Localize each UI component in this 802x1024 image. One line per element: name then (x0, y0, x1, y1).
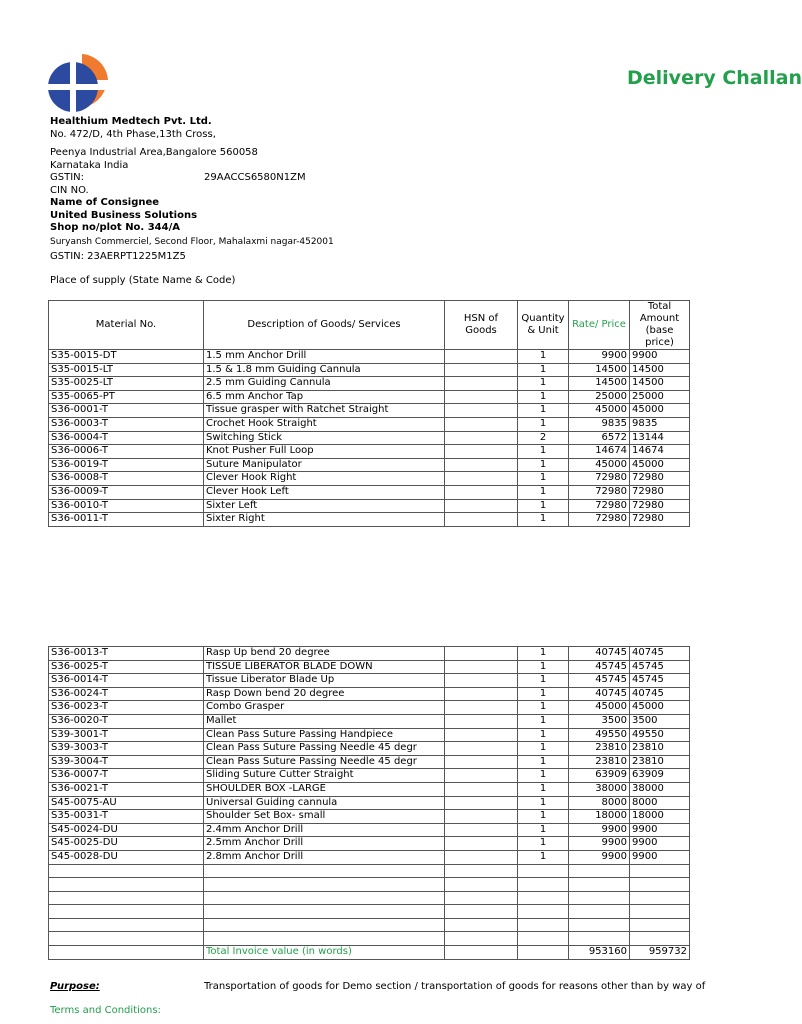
description-cell: Knot Pusher Full Loop (204, 445, 445, 459)
empty-cell (204, 918, 445, 932)
hsn-cell (445, 445, 518, 459)
empty-cell (49, 946, 204, 960)
rate-cell: 40745 (569, 687, 630, 701)
material-no-cell: S45-0025-DU (49, 837, 204, 851)
hsn-cell (445, 350, 518, 364)
material-no-cell: S45-0028-DU (49, 850, 204, 864)
empty-cell (518, 905, 569, 919)
company-name: Healthium Medtech Pvt. Ltd. (50, 116, 212, 127)
empty-cell (569, 918, 630, 932)
empty-cell (445, 878, 518, 892)
table-row (49, 810, 690, 824)
total-cell: 45000 (630, 404, 690, 418)
total-cell: 72980 (630, 499, 690, 513)
material-no-cell: S36-0003-T (49, 417, 204, 431)
table-row (49, 485, 690, 499)
description-cell: Clever Hook Right (204, 472, 445, 486)
material-no-cell: S36-0023-T (49, 701, 204, 715)
hsn-cell (445, 472, 518, 486)
material-no-cell: S36-0008-T (49, 472, 204, 486)
hsn-cell (445, 837, 518, 851)
header-quantity: Quantity & Unit (518, 301, 569, 350)
table-row (49, 363, 690, 377)
items-table-page1 (48, 300, 690, 527)
table-row (49, 647, 690, 661)
rate-cell: 9835 (569, 417, 630, 431)
total-cell: 8000 (630, 796, 690, 810)
total-cell: 45000 (630, 458, 690, 472)
table-row (49, 782, 690, 796)
material-no-cell: S39-3003-T (49, 742, 204, 756)
quantity-cell: 2 (518, 431, 569, 445)
hsn-cell (445, 458, 518, 472)
empty-cell (204, 891, 445, 905)
quantity-cell: 1 (518, 674, 569, 688)
empty-cell (49, 918, 204, 932)
description-cell: 1.5 mm Anchor Drill (204, 350, 445, 364)
rate-cell: 3500 (569, 714, 630, 728)
rate-cell: 45000 (569, 701, 630, 715)
quantity-cell: 1 (518, 701, 569, 715)
hsn-cell (445, 660, 518, 674)
rate-cell: 45000 (569, 404, 630, 418)
hsn-cell (445, 810, 518, 824)
rate-cell: 49550 (569, 728, 630, 742)
material-no-cell: S35-0015-DT (49, 350, 204, 364)
total-cell: 9900 (630, 350, 690, 364)
rate-cell: 8000 (569, 796, 630, 810)
total-cell: 72980 (630, 472, 690, 486)
gstin-label: GSTIN: (50, 172, 85, 183)
empty-cell (569, 864, 630, 878)
rate-cell: 23810 (569, 755, 630, 769)
empty-cell (49, 891, 204, 905)
material-no-cell: S36-0001-T (49, 404, 204, 418)
empty-cell (630, 905, 690, 919)
company-address-line1: No. 472/D, 4th Phase,13th Cross, (50, 129, 216, 140)
total-cell: 45745 (630, 674, 690, 688)
material-no-cell: S36-0011-T (49, 513, 204, 527)
table-row (49, 513, 690, 527)
table-row (49, 701, 690, 715)
gstin-value: 29AACCS6580N1ZM (204, 172, 306, 183)
table-row (49, 458, 690, 472)
rate-cell: 14674 (569, 445, 630, 459)
material-no-cell: S45-0024-DU (49, 823, 204, 837)
terms-heading: Terms and Conditions: (50, 1005, 161, 1016)
empty-cell (445, 932, 518, 946)
rate-cell: 18000 (569, 810, 630, 824)
empty-row (49, 891, 690, 905)
table-row (49, 769, 690, 783)
total-cell: 40745 (630, 687, 690, 701)
table-row (49, 499, 690, 513)
rate-cell: 9900 (569, 350, 630, 364)
empty-row (49, 905, 690, 919)
empty-cell (445, 864, 518, 878)
quantity-cell: 1 (518, 687, 569, 701)
material-no-cell: S36-0010-T (49, 499, 204, 513)
table-row (49, 445, 690, 459)
description-cell: Switching Stick (204, 431, 445, 445)
quantity-cell: 1 (518, 782, 569, 796)
quantity-cell: 1 (518, 417, 569, 431)
description-cell: Sliding Suture Cutter Straight (204, 769, 445, 783)
total-cell: 9900 (630, 850, 690, 864)
total-cell: 72980 (630, 513, 690, 527)
material-no-cell: S35-0031-T (49, 810, 204, 824)
amount-total: 959732 (630, 946, 690, 960)
empty-cell (518, 864, 569, 878)
document-title: Delivery Challan (627, 67, 802, 89)
empty-cell (630, 918, 690, 932)
empty-cell (569, 905, 630, 919)
material-no-cell: S45-0075-AU (49, 796, 204, 810)
quantity-cell: 1 (518, 647, 569, 661)
quantity-cell: 1 (518, 404, 569, 418)
table-row (49, 404, 690, 418)
items-table-page2 (48, 646, 690, 960)
empty-row (49, 932, 690, 946)
table-row (49, 742, 690, 756)
rate-cell: 45000 (569, 458, 630, 472)
empty-cell (49, 905, 204, 919)
quantity-cell: 1 (518, 390, 569, 404)
material-no-cell: S36-0021-T (49, 782, 204, 796)
quantity-cell: 1 (518, 445, 569, 459)
place-of-supply: Place of supply (State Name & Code) (50, 275, 236, 286)
hsn-cell (445, 513, 518, 527)
total-in-words-label: Total Invoice value (in words) (204, 946, 445, 960)
hsn-cell (445, 674, 518, 688)
rate-cell: 14500 (569, 363, 630, 377)
consignee-name: United Business Solutions (50, 210, 198, 221)
hsn-cell (445, 647, 518, 661)
quantity-cell: 1 (518, 513, 569, 527)
hsn-cell (445, 850, 518, 864)
consignee-heading: Name of Consignee (50, 197, 160, 208)
empty-cell (569, 891, 630, 905)
table-row (49, 674, 690, 688)
cin-label: CIN NO. (50, 185, 89, 196)
header-material: Material No. (49, 301, 204, 350)
total-cell: 13144 (630, 431, 690, 445)
hsn-cell (445, 390, 518, 404)
quantity-cell: 1 (518, 742, 569, 756)
description-cell: Sixter Left (204, 499, 445, 513)
table-row (49, 714, 690, 728)
rate-cell: 9900 (569, 823, 630, 837)
description-cell: 2.5 mm Guiding Cannula (204, 377, 445, 391)
empty-cell (49, 878, 204, 892)
company-address-line3: Karnataka India (50, 160, 129, 171)
empty-row (49, 918, 690, 932)
quantity-cell: 1 (518, 837, 569, 851)
table-row (49, 837, 690, 851)
quantity-cell: 1 (518, 850, 569, 864)
table-row (49, 796, 690, 810)
quantity-cell: 1 (518, 823, 569, 837)
description-cell: Tissue grasper with Ratchet Straight (204, 404, 445, 418)
description-cell: Tissue Liberator Blade Up (204, 674, 445, 688)
hsn-cell (445, 687, 518, 701)
quantity-cell: 1 (518, 377, 569, 391)
description-cell: 2.8mm Anchor Drill (204, 850, 445, 864)
description-cell: Rasp Up bend 20 degree (204, 647, 445, 661)
company-address-line2: Peenya Industrial Area,Bangalore 560058 (50, 147, 258, 158)
total-cell: 9835 (630, 417, 690, 431)
total-cell: 23810 (630, 742, 690, 756)
quantity-cell: 1 (518, 485, 569, 499)
material-no-cell: S36-0014-T (49, 674, 204, 688)
hsn-cell (445, 404, 518, 418)
hsn-cell (445, 485, 518, 499)
totals-row (49, 946, 690, 960)
empty-cell (445, 946, 518, 960)
table-row (49, 377, 690, 391)
quantity-cell: 1 (518, 499, 569, 513)
total-cell: 9900 (630, 837, 690, 851)
description-cell: Clean Pass Suture Passing Needle 45 degr (204, 742, 445, 756)
hsn-cell (445, 728, 518, 742)
empty-row (49, 878, 690, 892)
rate-cell: 72980 (569, 485, 630, 499)
material-no-cell: S36-0024-T (49, 687, 204, 701)
hsn-cell (445, 755, 518, 769)
hsn-cell (445, 499, 518, 513)
empty-cell (518, 932, 569, 946)
rate-cell: 23810 (569, 742, 630, 756)
empty-cell (204, 932, 445, 946)
quantity-cell: 1 (518, 472, 569, 486)
description-cell: Mallet (204, 714, 445, 728)
quantity-cell: 1 (518, 350, 569, 364)
material-no-cell: S36-0020-T (49, 714, 204, 728)
quantity-cell: 1 (518, 755, 569, 769)
total-cell: 49550 (630, 728, 690, 742)
table-row (49, 350, 690, 364)
description-cell: 6.5 mm Anchor Tap (204, 390, 445, 404)
rate-cell: 6572 (569, 431, 630, 445)
quantity-cell: 1 (518, 769, 569, 783)
description-cell: Sixter Right (204, 513, 445, 527)
empty-cell (49, 932, 204, 946)
table-row (49, 728, 690, 742)
table-row (49, 755, 690, 769)
description-cell: Crochet Hook Straight (204, 417, 445, 431)
total-cell: 14500 (630, 363, 690, 377)
material-no-cell: S39-3001-T (49, 728, 204, 742)
description-cell: Shoulder Set Box- small (204, 810, 445, 824)
total-cell: 38000 (630, 782, 690, 796)
company-logo (46, 50, 110, 114)
description-cell: SHOULDER BOX -LARGE (204, 782, 445, 796)
table-row (49, 390, 690, 404)
material-no-cell: S36-0019-T (49, 458, 204, 472)
total-cell: 23810 (630, 755, 690, 769)
rate-cell: 38000 (569, 782, 630, 796)
quantity-cell: 1 (518, 728, 569, 742)
description-cell: Clean Pass Suture Passing Needle 45 degr (204, 755, 445, 769)
rate-cell: 14500 (569, 377, 630, 391)
material-no-cell: S36-0013-T (49, 647, 204, 661)
material-no-cell: S36-0009-T (49, 485, 204, 499)
total-cell: 25000 (630, 390, 690, 404)
rate-total: 953160 (569, 946, 630, 960)
material-no-cell: S35-0015-LT (49, 363, 204, 377)
empty-cell (630, 891, 690, 905)
material-no-cell: S35-0065-PT (49, 390, 204, 404)
description-cell: 1.5 & 1.8 mm Guiding Cannula (204, 363, 445, 377)
hsn-cell (445, 377, 518, 391)
description-cell: Combo Grasper (204, 701, 445, 715)
description-cell: Clever Hook Left (204, 485, 445, 499)
empty-cell (569, 932, 630, 946)
description-cell: Universal Guiding cannula (204, 796, 445, 810)
rate-cell: 9900 (569, 850, 630, 864)
hsn-cell (445, 417, 518, 431)
table-row (49, 850, 690, 864)
rate-cell: 25000 (569, 390, 630, 404)
rate-cell: 9900 (569, 837, 630, 851)
rate-cell: 40745 (569, 647, 630, 661)
empty-cell (630, 932, 690, 946)
table-row (49, 660, 690, 674)
rate-cell: 45745 (569, 674, 630, 688)
empty-cell (630, 878, 690, 892)
total-cell: 45000 (630, 701, 690, 715)
total-cell: 14674 (630, 445, 690, 459)
consignee-address: Suryansh Commerciel, Second Floor, Mahalaxmi nagar-452001 (50, 237, 334, 247)
rate-cell: 72980 (569, 472, 630, 486)
empty-cell (204, 864, 445, 878)
empty-cell (204, 905, 445, 919)
table-row (49, 687, 690, 701)
empty-cell (518, 918, 569, 932)
total-cell: 63909 (630, 769, 690, 783)
consignee-shop: Shop no/plot No. 344/A (50, 222, 180, 233)
header-description: Description of Goods/ Services (204, 301, 445, 350)
material-no-cell: S36-0007-T (49, 769, 204, 783)
empty-cell (518, 946, 569, 960)
purpose-label: Purpose: (50, 981, 100, 992)
empty-cell (518, 891, 569, 905)
hsn-cell (445, 714, 518, 728)
quantity-cell: 1 (518, 714, 569, 728)
table-row (49, 823, 690, 837)
material-no-cell: S36-0006-T (49, 445, 204, 459)
material-no-cell: S36-0004-T (49, 431, 204, 445)
rate-cell: 63909 (569, 769, 630, 783)
description-cell: 2.5mm Anchor Drill (204, 837, 445, 851)
empty-cell (445, 918, 518, 932)
table-row (49, 472, 690, 486)
header-hsn: HSN of Goods (445, 301, 518, 350)
consignee-gstin: GSTIN: 23AERPT1225M1Z5 (50, 251, 186, 262)
description-cell: 2.4mm Anchor Drill (204, 823, 445, 837)
empty-cell (569, 878, 630, 892)
table-row (49, 431, 690, 445)
header-rate: Rate/ Price (569, 301, 630, 350)
description-cell: Suture Manipulator (204, 458, 445, 472)
hsn-cell (445, 742, 518, 756)
total-cell: 14500 (630, 377, 690, 391)
table-row (49, 417, 690, 431)
material-no-cell: S35-0025-LT (49, 377, 204, 391)
description-cell: Clean Pass Suture Passing Handpiece (204, 728, 445, 742)
quantity-cell: 1 (518, 660, 569, 674)
hsn-cell (445, 769, 518, 783)
quantity-cell: 1 (518, 810, 569, 824)
hsn-cell (445, 823, 518, 837)
quantity-cell: 1 (518, 458, 569, 472)
total-cell: 40745 (630, 647, 690, 661)
total-cell: 18000 (630, 810, 690, 824)
hsn-cell (445, 782, 518, 796)
total-cell: 72980 (630, 485, 690, 499)
hsn-cell (445, 796, 518, 810)
total-cell: 3500 (630, 714, 690, 728)
hsn-cell (445, 701, 518, 715)
description-cell: Rasp Down bend 20 degree (204, 687, 445, 701)
rate-cell: 72980 (569, 513, 630, 527)
rate-cell: 72980 (569, 499, 630, 513)
empty-cell (49, 864, 204, 878)
empty-cell (630, 864, 690, 878)
hsn-cell (445, 363, 518, 377)
empty-cell (518, 878, 569, 892)
empty-cell (204, 878, 445, 892)
empty-cell (445, 891, 518, 905)
total-cell: 45745 (630, 660, 690, 674)
hsn-cell (445, 431, 518, 445)
empty-cell (445, 905, 518, 919)
rate-cell: 45745 (569, 660, 630, 674)
quantity-cell: 1 (518, 363, 569, 377)
material-no-cell: S39-3004-T (49, 755, 204, 769)
description-cell: TISSUE LIBERATOR BLADE DOWN (204, 660, 445, 674)
empty-row (49, 864, 690, 878)
quantity-cell: 1 (518, 796, 569, 810)
material-no-cell: S36-0025-T (49, 660, 204, 674)
header-total: Total Amount (base price) (630, 301, 690, 350)
total-cell: 9900 (630, 823, 690, 837)
purpose-text: Transportation of goods for Demo section / transportation of goods for reasons other than by way of (204, 981, 706, 992)
